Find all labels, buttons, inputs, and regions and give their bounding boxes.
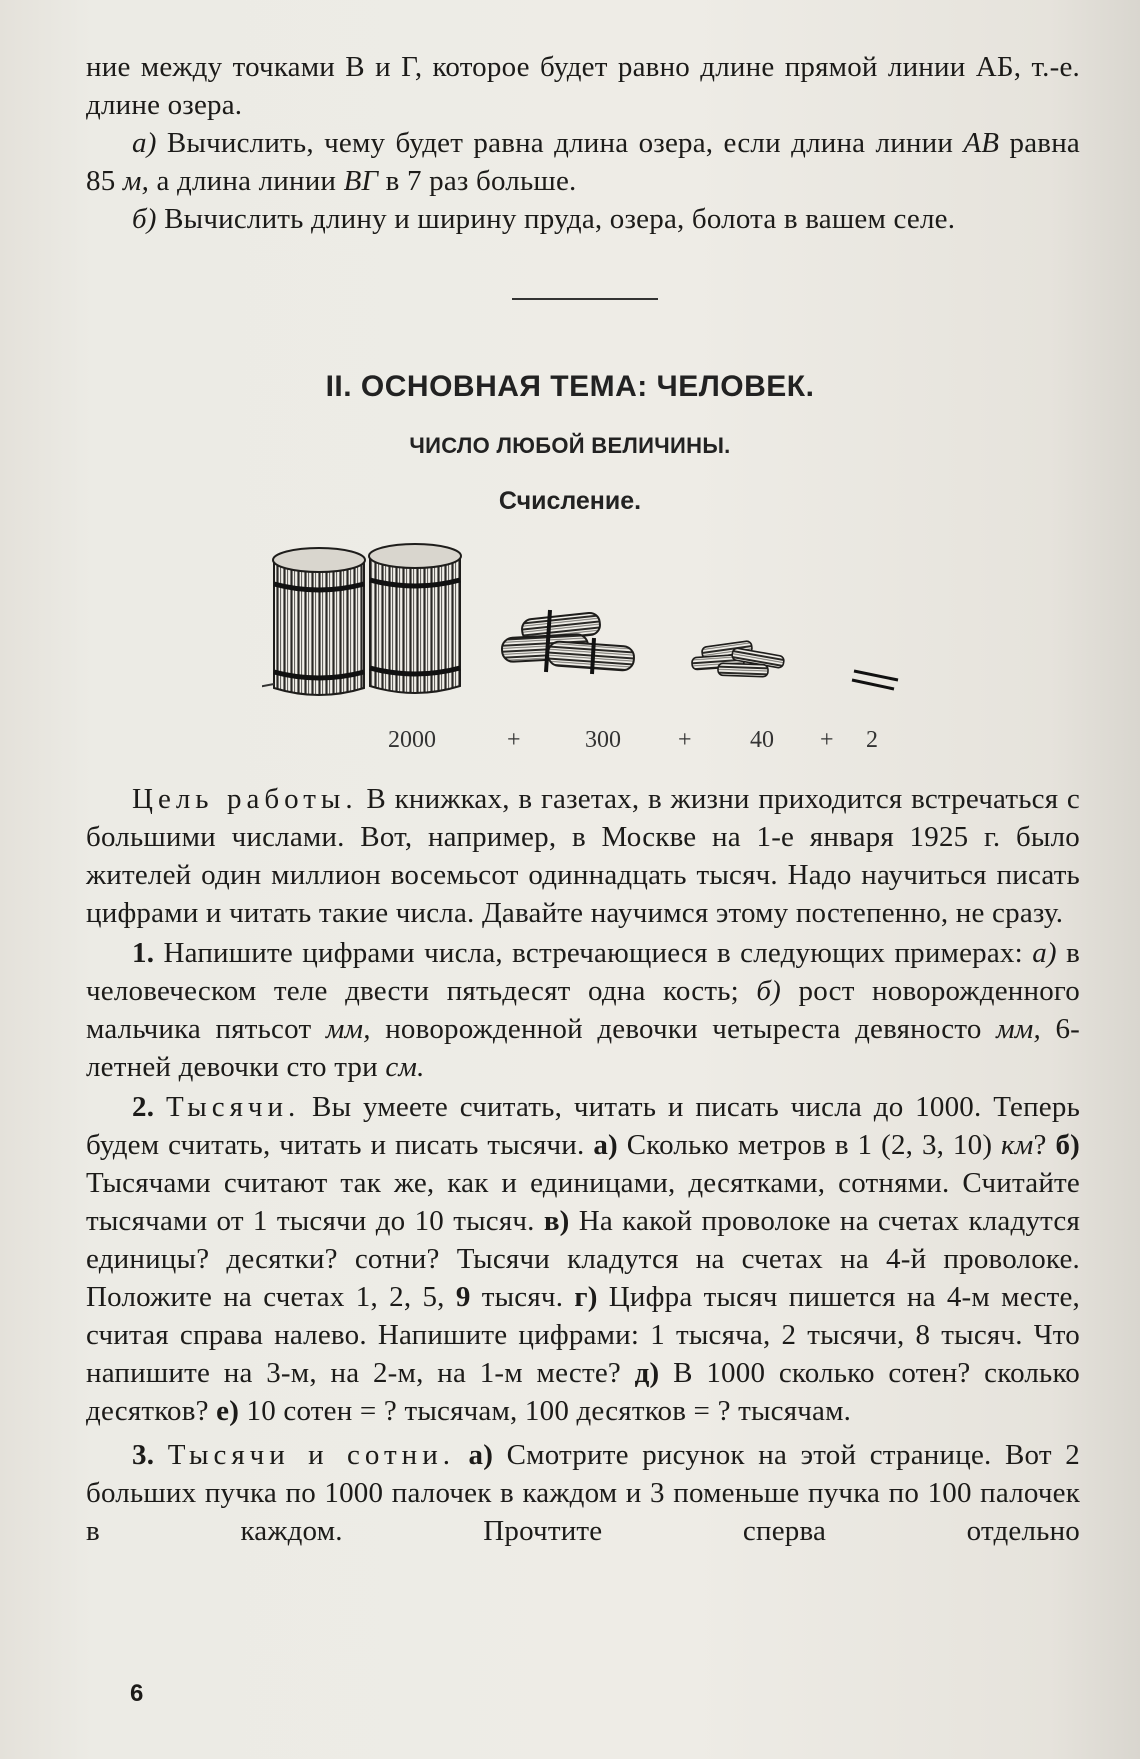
label-2: 2 bbox=[866, 727, 878, 753]
task-title: Тысячи. bbox=[165, 1091, 301, 1123]
text: рост новорожденного мальчика пятьсот bbox=[86, 975, 1080, 1045]
paragraph-task-3 bbox=[86, 1436, 1080, 1550]
label-a: а) bbox=[468, 1439, 494, 1471]
text: Цифра тысяч пишется на 4-м месте, считая справа налево. Напишите цифрами: 1 тысяча, 2 тысячи, 8 тысяч. Что напишите на 3-м, на 2-м, на 1-м месте? bbox=[86, 1281, 1080, 1389]
bundle-1000-icon bbox=[369, 544, 461, 693]
text: в человеческом теле двести пятьдесят одна кость; bbox=[86, 937, 1081, 1007]
text: а длина линии bbox=[149, 165, 344, 197]
divider bbox=[512, 298, 658, 300]
task-title: Тысячи и сотни. bbox=[167, 1439, 455, 1471]
bundle-100-icon bbox=[501, 610, 634, 674]
paragraph-goal bbox=[86, 780, 1080, 932]
goal-label: Цель работы. bbox=[132, 783, 358, 815]
plus-sign: + bbox=[507, 727, 521, 753]
unit-km: км bbox=[1001, 1129, 1034, 1161]
task-number: 1. bbox=[132, 937, 155, 969]
text: 10 сотен = ? тысячам, 100 десятков = ? тысячам. bbox=[239, 1395, 852, 1427]
unit-cm: см. bbox=[385, 1051, 425, 1083]
unit-mm: мм, bbox=[996, 1013, 1041, 1045]
text: В книжках, в газетах, в жизни приходится встречаться с большими числами. Вот, например, в Москве на 1-е января 1925 г. было жителей один миллион восемьсот одиннадцать тысяч. Надо научиться писать цифрами и читать такие числа. Давайте научимся этому постепенно, не сразу. bbox=[86, 783, 1080, 929]
text: равна 85 bbox=[86, 127, 1080, 197]
illustration-labels bbox=[0, 727, 1140, 761]
text: Напишите цифрами числа, встречающиеся в следующих примерах: bbox=[154, 937, 1033, 969]
section-title: II. ОСНОВНАЯ ТЕМА: ЧЕЛОВЕК. bbox=[325, 370, 815, 403]
text: в 7 раз больше. bbox=[378, 165, 577, 197]
unit-m: м, bbox=[122, 165, 150, 197]
text: Тысячами считают так же, как и единицами, десятками, сотнями. Считайте тысячами от 1 тысячи до 10 тысяч. bbox=[86, 1167, 1080, 1237]
label-b: б) bbox=[1055, 1129, 1080, 1161]
label-300: 300 bbox=[585, 727, 621, 753]
unit-mm: мм, bbox=[325, 1013, 371, 1045]
page-number: 6 bbox=[130, 1680, 144, 1707]
label-a: а) bbox=[1032, 937, 1057, 969]
label-d: д) bbox=[634, 1357, 660, 1389]
plus-sign: + bbox=[678, 727, 692, 753]
text: На какой проволоке на счетах кладутся единицы? десятки? сотни? Тысячи кладутся на счетах на 4-й проволоке. Положите на счетах 1, 2, 5, bbox=[86, 1205, 1080, 1313]
top-text bbox=[86, 48, 1080, 238]
text: ? bbox=[1033, 1129, 1056, 1161]
plus-sign: + bbox=[820, 727, 834, 753]
section-subtitle: ЧИСЛО ЛЮБОЙ ВЕЛИЧИНЫ. bbox=[409, 433, 731, 458]
label-a: а) bbox=[593, 1129, 618, 1161]
bundle-10-icon bbox=[692, 641, 785, 677]
paragraph-task-b bbox=[86, 200, 1080, 238]
math-ab: АВ bbox=[963, 127, 1000, 159]
text: тысяч. bbox=[470, 1281, 575, 1313]
task-number: 2. bbox=[132, 1091, 155, 1123]
label-b: б) bbox=[756, 975, 782, 1007]
label-a: а) bbox=[132, 127, 157, 159]
task-number: 3. bbox=[132, 1439, 155, 1471]
label-40: 40 bbox=[750, 727, 774, 753]
text: Вычислить длину и ширину пруда, озера, болота в вашем селе. bbox=[156, 203, 956, 235]
main-text bbox=[86, 780, 1080, 1550]
paragraph-task-1 bbox=[86, 934, 1080, 1086]
text: Вы умеете считать, читать и писать числа до 1000. Теперь будем считать, читать и писать тысячи. bbox=[86, 1091, 1081, 1161]
label-e: е) bbox=[216, 1395, 240, 1427]
section-heading: Счисление. bbox=[498, 487, 642, 515]
bundle-1000-icon bbox=[262, 548, 365, 695]
label-g: г) bbox=[574, 1281, 598, 1313]
label-b: б) bbox=[132, 203, 157, 235]
text: Сколько метров в 1 (2, 3, 10) bbox=[617, 1129, 1002, 1161]
sticks-icon bbox=[852, 671, 898, 689]
label-2000: 2000 bbox=[388, 727, 436, 753]
paragraph-task-a bbox=[86, 124, 1080, 200]
text: Смотрите рисунок на этой странице. Вот 2 больших пучка по 1000 палочек в каждом и 3 поменьше пучка по 100 палочек в каждом. Прочтите сперва отдельно bbox=[86, 1439, 1081, 1547]
text: Вычислить, чему будет равна длина озера, если длина линии bbox=[156, 127, 964, 159]
paragraph-task-2 bbox=[86, 1088, 1080, 1430]
bundles-illustration bbox=[262, 540, 912, 720]
text: В 1000 сколько сотен? сколько десятков? bbox=[86, 1357, 1081, 1427]
number: 9 bbox=[455, 1281, 471, 1313]
text: 6-летней девочки сто три bbox=[86, 1013, 1080, 1083]
paragraph-continued: ние между точками В и Г, которое будет равно длине прямой линии АБ, т.-е. длине озера. bbox=[86, 51, 1080, 121]
label-v: в) bbox=[543, 1205, 570, 1237]
math-vg: ВГ bbox=[343, 165, 379, 197]
text: новорожденной девочки четыреста девяносто bbox=[370, 1013, 997, 1045]
